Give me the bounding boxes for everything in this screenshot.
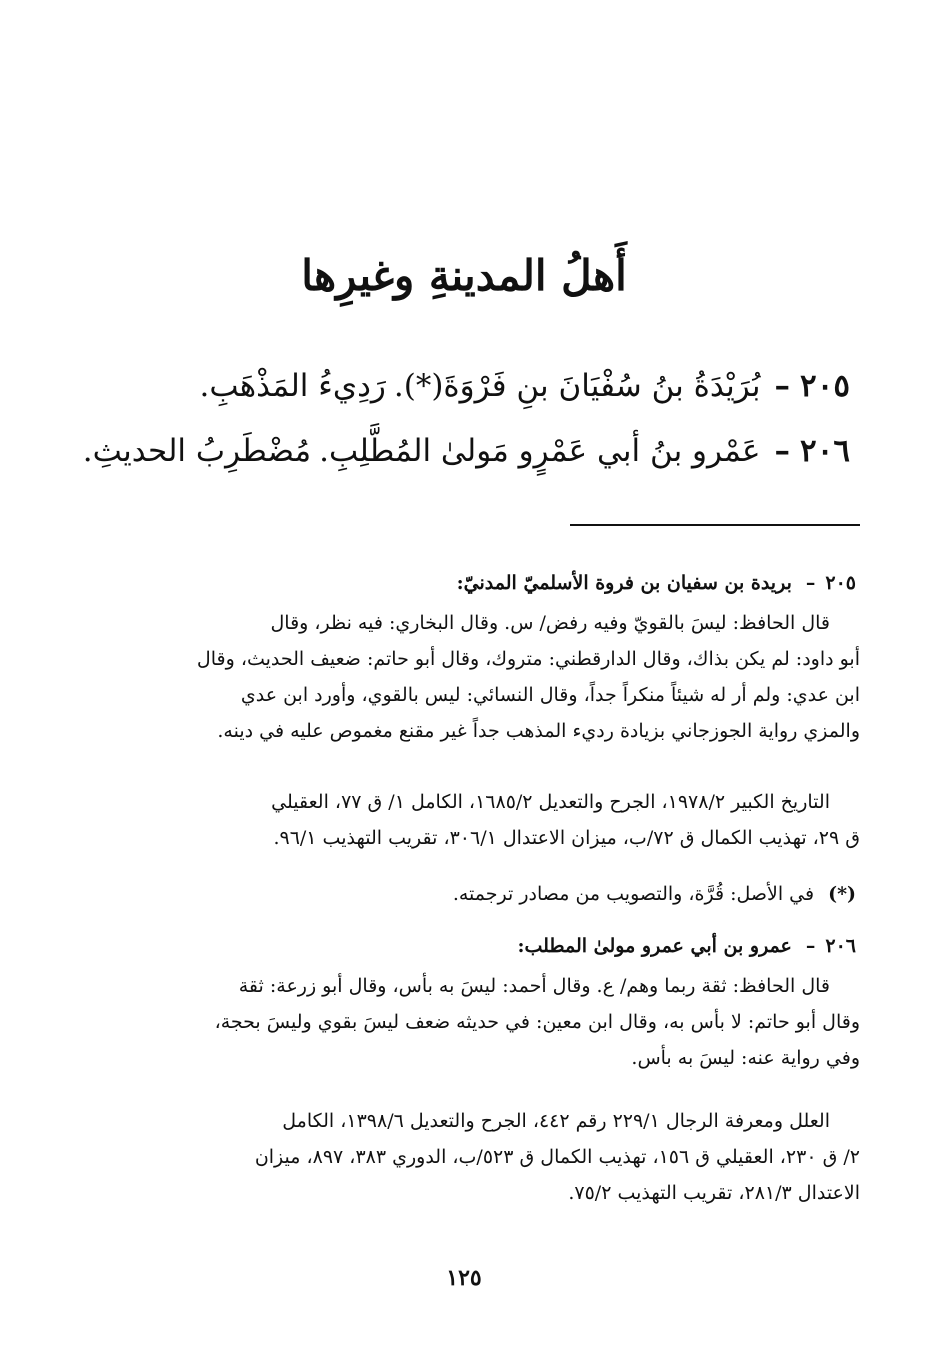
paragraph-line: وقال أبو حاتم: لا بأس به، وقال ابن معين: في حديثه ضعف ليسَ بقوي وليسَ بحجة،: [214, 1011, 860, 1033]
sources-line: العلل ومعرفة الرجال ٢٢٩/١ رقم ٤٤٢، الجرح والتعديل ١٣٩٨/٦، الكامل: [282, 1110, 830, 1132]
sources-line: ٢/ ق ٢٣٠، العقيلي ق ١٥٦، تهذيب الكمال ق ٥٢٣/ب، الدوري ٣٨٣، ٨٩٧، ميزان: [254, 1146, 860, 1168]
footnote-205-commentary: [152, 605, 860, 749]
footnote-205-heading: [156, 568, 856, 598]
page-title: أَهلُ المدينةِ وغيرِها: [301, 251, 627, 300]
note-asterisk-mark: (*): [828, 883, 856, 905]
paragraph-line: وفي رواية عنه: ليسَ به بأس.: [631, 1047, 860, 1069]
sources-line: ق ٢٩، تهذيب الكمال ق ٧٢/ب، ميزان الاعتدال ٣٠٦/١، تقريب التهذيب ٩٦/١.: [273, 827, 860, 849]
entry-206: [82, 428, 850, 474]
footnote-dash: –: [805, 935, 816, 957]
footnote-heading-text: بريدة بن سفيان بن فروة الأسلميّ المدنيّ:: [456, 572, 792, 594]
entry-205: [90, 363, 850, 409]
footnote-separator-rule: [570, 524, 860, 526]
footnote-206-commentary: [152, 968, 860, 1076]
paragraph-line: قال الحافظ: ثقة ربما وهم/ ع. وقال أحمد: ليسَ به بأس، وقال أبو زرعة: ثقة: [238, 975, 830, 997]
page-number: ١٢٥: [446, 1265, 482, 1291]
footnote-heading-text: عمرو بن أبي عمرو مولىٰ المطلب:: [517, 935, 792, 957]
footnote-number: ٢٠٥: [825, 572, 856, 594]
paragraph-line: قال الحافظ: ليسَ بالقويّ وفيه رفض/ س. وقال البخاري: فيه نظر، وقال: [270, 612, 830, 634]
footnote-number: ٢٠٦: [825, 935, 856, 957]
footnote-dash: –: [805, 572, 816, 594]
footnote-206-heading: [156, 931, 856, 961]
entry-description: رَدِيءُ المَذْهَبِ.: [199, 368, 386, 404]
entry-number: ٢٠٦: [800, 433, 850, 469]
entry-name: عَمْرو بنُ أبي عَمْرٍو مَولىٰ المُطَّلِبِ.: [319, 433, 761, 469]
entry-dash: –: [774, 368, 791, 404]
paragraph-line: والمزي رواية الجوزجاني بزيادة رديء المذهب جداً غير مقنع مغموص عليه في دينه.: [217, 720, 860, 742]
sources-line: الاعتدال ٢٨١/٣، تقريب التهذيب ٧٥/٢.: [568, 1182, 860, 1204]
footnote-205-sources: [152, 784, 860, 856]
entry-dash: –: [774, 433, 791, 469]
footnote-205-note: [156, 879, 856, 909]
entry-name: بُرَيْدَةُ بنُ سُفْيَانَ بنِ فَرْوَةَ(*).: [393, 368, 761, 404]
entry-description: مُضْطَرِبُ الحديثِ.: [82, 433, 312, 469]
note-text: في الأصل: قُرَّة، والتصويب من مصادر ترجمته.: [452, 883, 815, 905]
footnote-206-sources: [152, 1103, 860, 1211]
paragraph-line: أبو داود: لم يكن بذاك، وقال الدارقطني: متروك، وقال أبو حاتم: ضعيف الحديث، وقال: [196, 648, 860, 670]
entry-number: ٢٠٥: [800, 368, 850, 404]
paragraph-line: ابن عدي: ولم أر له شيئاً منكراً جداً، وقال النسائي: ليس بالقوي، وأورد ابن عدي: [240, 684, 860, 706]
sources-line: التاريخ الكبير ١٩٧٨/٢، الجرح والتعديل ١٦٨٥/٢، الكامل ١/ ق ٧٧، العقيلي: [271, 791, 830, 813]
